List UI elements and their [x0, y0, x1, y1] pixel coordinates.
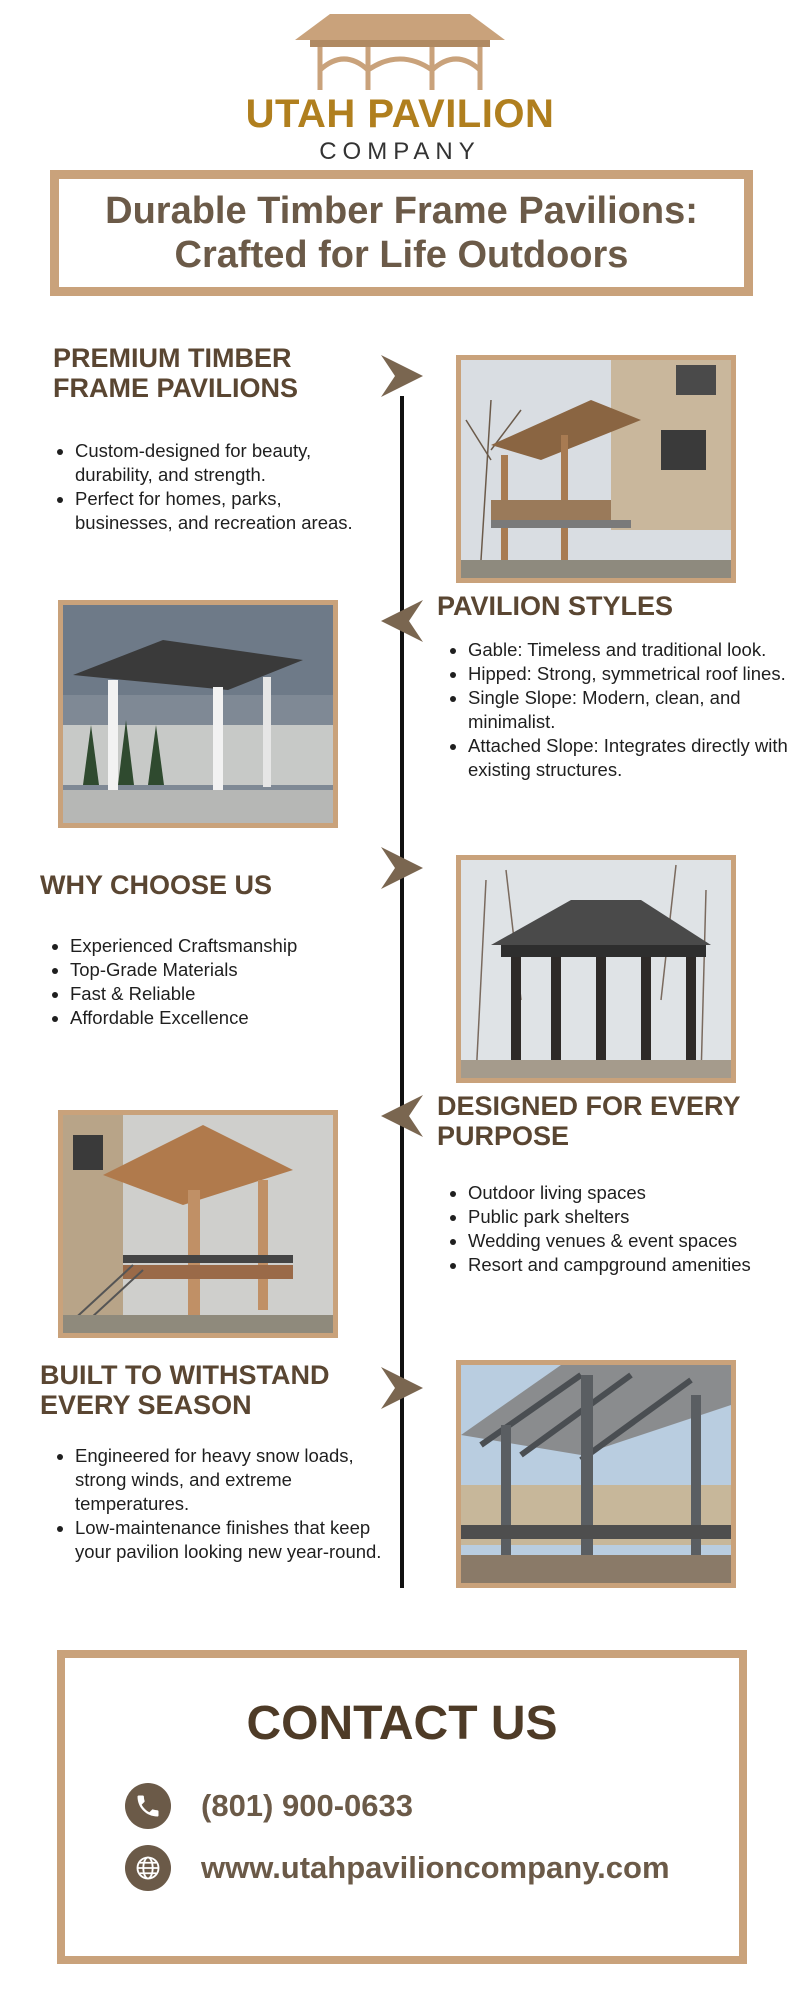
list-item: • Affordable Excellence — [70, 1006, 370, 1030]
brand-subtitle: COMPANY — [319, 138, 481, 165]
logo — [200, 10, 600, 165]
contact-title: CONTACT US — [246, 1697, 558, 1750]
list-item: • Fast & Reliable — [70, 982, 370, 1006]
list-item: • Gable: Timeless and traditional look. — [468, 638, 798, 662]
pavilion-photo-underside — [456, 1360, 736, 1588]
pavilion-photo-white-gable — [58, 600, 338, 828]
list-item: • Outdoor living spaces — [468, 1181, 798, 1205]
section-list-why — [48, 934, 370, 1030]
contact-website[interactable]: www.utahpavilioncompany.com — [201, 1850, 670, 1885]
pavilion-roof-icon — [290, 10, 510, 90]
list-item: • Experienced Craftsmanship — [70, 934, 370, 958]
section-title-season: BUILT TO WITHSTAND EVERY SEASON — [40, 1360, 330, 1420]
list-item: • Top-Grade Materials — [70, 958, 370, 982]
arrow-left-icon — [381, 600, 423, 642]
list-item: • Perfect for homes, parks, businesses, and recreation areas. — [75, 487, 365, 535]
section-list-purpose — [446, 1181, 798, 1277]
list-item: • Attached Slope: Integrates directly with existing structures. — [468, 734, 798, 782]
title-line-1: Durable Timber Frame Pavilions: — [105, 190, 698, 232]
list-item: • Single Slope: Modern, clean, and minimalist. — [468, 686, 798, 734]
arrow-right-icon — [381, 847, 423, 889]
title-box — [50, 170, 753, 296]
contact-phone[interactable]: (801) 900-0633 — [201, 1788, 413, 1823]
section-list-styles — [446, 638, 798, 782]
list-item: • Resort and campground amenities — [468, 1253, 798, 1277]
section-list-premium — [53, 439, 365, 535]
contact-phone-row[interactable] — [125, 1782, 413, 1830]
pavilion-photo-deck — [58, 1110, 338, 1338]
list-item: • Hipped: Strong, symmetrical roof lines. — [468, 662, 798, 686]
list-item: • Engineered for heavy snow loads, strong winds, and extreme temperatures. — [75, 1444, 395, 1516]
arrow-right-icon — [381, 1367, 423, 1409]
contact-box — [57, 1650, 747, 1964]
list-item: • Public park shelters — [468, 1205, 798, 1229]
section-title-premium: PREMIUM TIMBER FRAME PAVILIONS — [53, 343, 299, 403]
timeline-line — [400, 396, 404, 1588]
section-title-purpose: DESIGNED FOR EVERY PURPOSE — [437, 1091, 741, 1151]
list-item: • Low-maintenance finishes that keep your pavilion looking new year-round. — [75, 1516, 395, 1564]
contact-web-row[interactable] — [125, 1844, 670, 1892]
arrow-left-icon — [381, 1095, 423, 1137]
phone-icon — [125, 1783, 171, 1829]
globe-icon — [125, 1845, 171, 1891]
section-title-why: WHY CHOOSE US — [40, 870, 273, 900]
list-item: • Wedding venues & event spaces — [468, 1229, 798, 1253]
title-line-2: Crafted for Life Outdoors — [174, 234, 629, 276]
arrow-right-icon — [381, 355, 423, 397]
page-title — [105, 189, 698, 277]
list-item: • Custom-designed for beauty, durability, and strength. — [75, 439, 365, 487]
section-title-styles: PAVILION STYLES — [437, 591, 674, 621]
section-list-season — [53, 1444, 395, 1564]
brand-name: UTAH PAVILION — [245, 92, 555, 136]
pavilion-photo-attached — [456, 355, 736, 583]
pavilion-photo-octagon — [456, 855, 736, 1083]
